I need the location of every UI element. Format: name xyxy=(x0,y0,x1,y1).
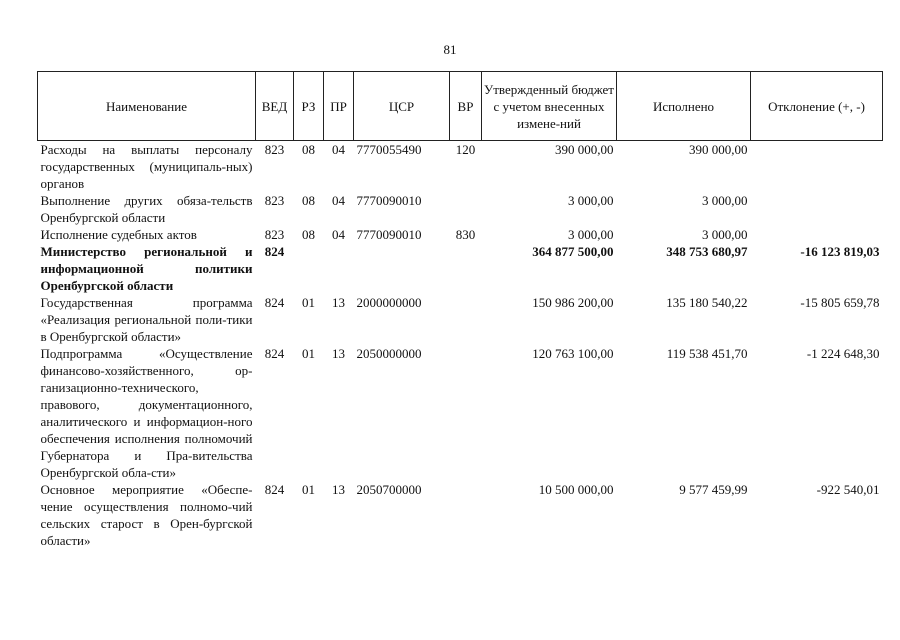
header-executed: Исполнено xyxy=(617,72,751,141)
row-deviation: -15 805 659,78 xyxy=(800,295,880,310)
row-approved: 364 877 500,00 xyxy=(532,244,614,259)
row-csr: 7770090010 xyxy=(356,227,422,242)
row-csr: 2000000000 xyxy=(356,295,422,310)
table-row xyxy=(38,226,883,243)
row-name: Министерство региональной и информационной политики Оренбургской области xyxy=(40,244,253,293)
header-vr: ВР xyxy=(450,72,482,141)
row-ved: 824 xyxy=(264,482,285,497)
row-approved: 3 000,00 xyxy=(568,227,614,242)
row-ved: 824 xyxy=(264,346,285,361)
row-pr: 04 xyxy=(332,227,345,242)
table-row xyxy=(38,141,883,193)
row-pr: 13 xyxy=(332,295,345,310)
table-row xyxy=(38,481,883,549)
row-approved: 10 500 000,00 xyxy=(538,482,614,497)
row-vr xyxy=(450,243,482,294)
row-vr xyxy=(450,192,482,226)
row-pr: 13 xyxy=(332,346,345,361)
row-approved: 150 986 200,00 xyxy=(532,295,614,310)
budget-table xyxy=(37,71,883,549)
row-ved: 823 xyxy=(264,142,285,157)
row-vr: 120 xyxy=(455,142,476,157)
row-executed: 390 000,00 xyxy=(689,142,748,157)
row-rz: 08 xyxy=(302,227,315,242)
header-approved: Утвержденный бюджет с учетом внесенных измене-ний xyxy=(482,72,617,141)
row-csr: 2050000000 xyxy=(356,346,422,361)
row-vr: 830 xyxy=(455,227,476,242)
row-approved: 120 763 100,00 xyxy=(532,346,614,361)
table-row xyxy=(38,192,883,226)
header-csr: ЦСР xyxy=(354,72,450,141)
header-row xyxy=(38,72,883,141)
table-row xyxy=(38,294,883,345)
table-row xyxy=(38,345,883,481)
row-ved: 823 xyxy=(264,227,285,242)
header-pr: ПР xyxy=(324,72,354,141)
row-pr: 13 xyxy=(332,482,345,497)
row-approved: 390 000,00 xyxy=(555,142,614,157)
table-row xyxy=(38,243,883,294)
row-executed: 9 577 459,99 xyxy=(679,482,748,497)
page-number: 81 xyxy=(443,42,457,57)
row-rz: 01 xyxy=(302,482,315,497)
row-ved: 824 xyxy=(264,295,285,310)
row-executed: 348 753 680,97 xyxy=(666,244,748,259)
row-rz: 01 xyxy=(302,346,315,361)
row-csr: 2050700000 xyxy=(356,482,422,497)
header-rz: РЗ xyxy=(294,72,324,141)
row-deviation: -1 224 648,30 xyxy=(806,346,880,361)
header-deviation: Отклонение (+, -) xyxy=(751,72,883,141)
row-name: Выполнение других обяза-тельств Оренбургской области xyxy=(40,193,253,225)
row-csr xyxy=(354,243,450,294)
row-rz: 08 xyxy=(302,142,315,157)
row-vr xyxy=(450,481,482,549)
row-rz: 08 xyxy=(302,193,315,208)
row-name: Подпрограмма «Осуществление финансово-хозяйственного, ор-ганизационно-технического, правового, документационного, аналитического и информацион-ного обеспечения исполнения полномочий Губернатора и Пра-вительства Оренбургской обла-сти» xyxy=(40,346,253,480)
row-executed: 119 538 451,70 xyxy=(666,346,748,361)
row-deviation: -16 123 819,03 xyxy=(800,244,880,259)
row-name: Основное мероприятие «Обеспе-чение осуществления полномо-чий сельских старост в Орен-бургской области» xyxy=(40,482,253,548)
row-name: Исполнение судебных актов xyxy=(40,227,197,242)
row-approved: 3 000,00 xyxy=(568,193,614,208)
row-vr xyxy=(450,345,482,481)
row-pr xyxy=(324,243,354,294)
row-executed: 3 000,00 xyxy=(702,193,748,208)
row-name: Расходы на выплаты персоналу государственных (муниципаль-ных) органов xyxy=(40,142,253,191)
row-executed: 3 000,00 xyxy=(702,227,748,242)
row-csr: 7770090010 xyxy=(356,193,422,208)
row-csr: 7770055490 xyxy=(356,142,422,157)
row-deviation xyxy=(751,192,883,226)
row-deviation: -922 540,01 xyxy=(816,482,880,497)
row-pr: 04 xyxy=(332,193,345,208)
row-deviation xyxy=(751,226,883,243)
row-pr: 04 xyxy=(332,142,345,157)
row-executed: 135 180 540,22 xyxy=(666,295,748,310)
row-name: Государственная программа «Реализация региональной поли-тики в Оренбургской области» xyxy=(40,295,253,344)
header-ved: ВЕД xyxy=(256,72,294,141)
row-rz xyxy=(294,243,324,294)
row-ved: 824 xyxy=(264,244,285,259)
row-vr xyxy=(450,294,482,345)
row-deviation xyxy=(751,141,883,193)
header-name: Наименование xyxy=(38,72,256,141)
row-rz: 01 xyxy=(302,295,315,310)
row-ved: 823 xyxy=(264,193,285,208)
